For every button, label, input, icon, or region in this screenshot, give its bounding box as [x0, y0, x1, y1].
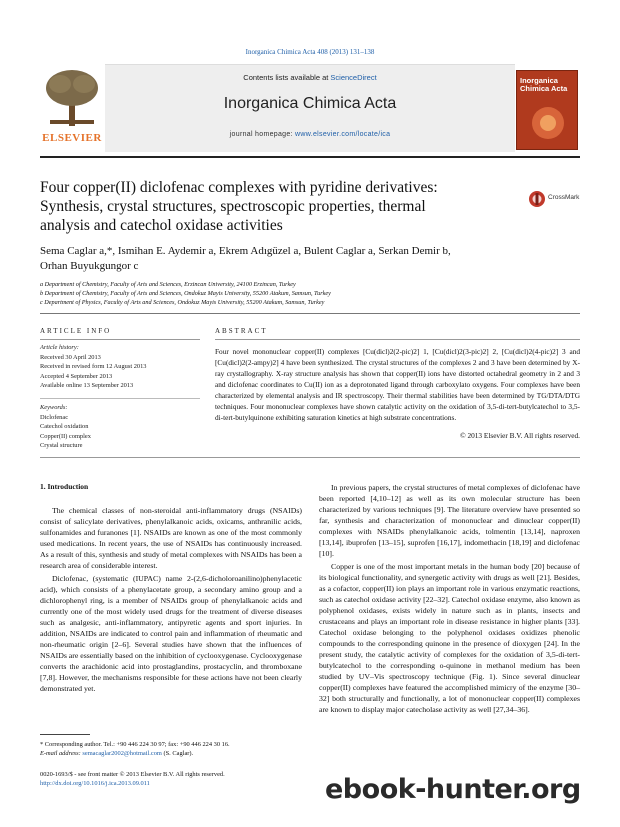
- divider: [40, 457, 580, 458]
- paragraph: In previous papers, the crystal structures of metal complexes of diclofenac have been reported [4,10–12] as well as its own molecular structure has been characterized by various techniques [9]. The literature overview have presented so far, synthesis and characterization of mononuclear and dinuclear copper(II) complexes with NSAIDs phenylalkanoic acids, tolmentin [13,14], naproxen [13,14], ibuprofen [13–15], suprofen [16,17], indomethacin [18,19] and diclofenac [10].: [319, 483, 580, 558]
- paragraph: The chemical classes of non-steroidal anti-inflammatory drugs (NSAIDs) consist of salicylate derivatives, phenylalkanoic acids, oxicams, anthranilic acids, sulfonamides and furanones [1]. NSAIDs are known as one of the most commonly used medications. In recent years, the use of NSAIDs has continuously increased. As a result of this, synthesis and study of metal complexes with NSAIDs has been a research area of considerable interest.: [40, 506, 302, 570]
- crossmark-label: CrossMark: [548, 194, 580, 201]
- section-heading: 1. Introduction: [40, 482, 89, 491]
- abstract-heading: ABSTRACT: [215, 327, 268, 335]
- author-list: Sema Caglar a,*, Ismihan E. Aydemir a, Ekrem Adıgüzel a, Bulent Caglar a, Serkan Demir b, Orhan Buyukgungor c: [40, 245, 451, 272]
- homepage-line: journal homepage: www.elsevier.com/locate/ica: [229, 131, 391, 138]
- affiliation-a: a Department of Chemistry, Faculty of Arts and Sciences, Erzincan University, 24100 Erzincan, Turkey: [40, 281, 296, 288]
- contents-line: Contents lists available at ScienceDirect: [243, 73, 377, 82]
- footnote: * Corresponding author. Tel.: +90 446 224 30 97; fax: +90 446 224 30 16. E-mail address: semacaglar2002@hotmail.com (S. Caglar).: [40, 741, 230, 757]
- watermark: ebook-hunter.org: [325, 774, 581, 805]
- journal-header: [105, 64, 515, 152]
- article-title: Four copper(II) diclofenac complexes with pyridine derivatives: Synthesis, crystal structures, spectroscopic properties, thermal analysis and catechol oxidase activities: [40, 179, 438, 234]
- email-link[interactable]: semacaglar2002@hotmail.com: [82, 750, 162, 757]
- sciencedirect-link[interactable]: ScienceDirect: [330, 73, 377, 82]
- keywords: Keywords: Diclofenac Catechol oxidation Copper(II) complex Crystal structure: [40, 404, 91, 449]
- doi-link[interactable]: http://dx.doi.org/10.1016/j.ica.2013.09.011: [40, 780, 150, 787]
- homepage-link[interactable]: www.elsevier.com/locate/ica: [295, 131, 391, 138]
- right-column: [319, 482, 580, 717]
- copyright: © 2013 Elsevier B.V. All rights reserved.: [460, 431, 580, 440]
- crossmark-badge[interactable]: [528, 190, 580, 208]
- left-column: [40, 505, 302, 696]
- crossmark-icon: [528, 190, 546, 208]
- header-rule: [40, 156, 580, 158]
- affiliation-b: b Department of Chemistry, Faculty of Arts and Sciences, Ondokuz Mayis University, 55200 Atakum, Samsun, Turkey: [40, 290, 331, 297]
- divider: [215, 339, 580, 340]
- journal-name: Inorganica Chimica Acta: [223, 95, 397, 112]
- journal-reference[interactable]: Inorganica Chimica Acta 408 (2013) 131–138: [245, 48, 375, 56]
- divider: [40, 339, 200, 340]
- abstract-text: Four novel mononuclear copper(II) complexes [Cu(dicl)2(2-pic)2] 1, [Cu(dicl)2(3-pic)2] 2, [Cu(dicl)2(4-pic)2] 3 and [Cu(dicl)2(2-ampy)2] 4 have been synthesized. The crystal structures of the complexes 2 and 3 have been determined by X-ray crystallography. X-ray structure analysis has shown that copper(II) ions have distorted octahedral geometry in 2 and 3 and diclofenac coordinates to Cu(II) ion as a deprotonated ligand through carboxylato oxygens. Four complexes have been characterized by elemental analysis and IR spectroscopy. Their thermal stabilities have been determined by TG/DTA/DTG techniques. Four mononuclear complexes have shown catalytic activity on the oxidation of 3,5-di-tert-butylcatechol to 3,5-di-tert-butylquinone exhibiting saturation kinetics at high substrate concentrations.: [215, 347, 580, 422]
- publisher-name: ELSEVIER: [42, 132, 102, 144]
- journal-cover: [516, 70, 578, 150]
- issn-doi: 0020-1693/$ - see front matter © 2013 Elsevier B.V. All rights reserved. http://dx.doi.org/10.1016/j.ica.2013.09.011: [40, 770, 302, 788]
- article-history: Article history: Received 30 April 2013 Received in revised form 12 August 2013 Accepted 4 September 2013 Available online 13 September 2013: [40, 344, 147, 389]
- affiliations: [40, 280, 580, 307]
- affiliation-c: c Department of Physics, Faculty of Arts and Sciences, Ondokuz Mayis University, 55200 Atakum, Samsun, Turkey: [40, 299, 325, 306]
- footnote-rule: [40, 734, 90, 735]
- divider: [40, 313, 580, 314]
- article-info-heading: ARTICLE INFO: [40, 327, 112, 335]
- paragraph: Diclofenac, (systematic (IUPAC) name 2-(2,6-dicholoroanilino)phenylacetic acid), which consists of a phenylacetate group, a secondary amino group and a dichlorophenyl ring, is a member of NSAIDs group of phenylalkanoic acids and currently one of the most widely used drugs for the treatment of diverse diseases such as analgesic, anti-inflammatory, antipyretic agents and sport injuries. In addition, NSAIDs are indicated to control pain and inflammation of rheumatic and non-rheumatic origin [2–6]. Several studies have shown that the influences of NSAIDs are essentially based on the inhibition of cyclooxygenase. Cyclooxygenase converts the arachidonic acid into prostaglandins, prostacyclin, and thromboxane [7,8]. However, the mechanisms responsible for these actions have not been clearly demonstrated yet.: [40, 574, 302, 693]
- cover-title: Inorganica Chimica Acta: [520, 76, 568, 93]
- paragraph: Copper is one of the most important metals in the human body [20] because of its biological functionality, and synergetic activity with drugs as well [21]. Besides, as a cofactor, copper(II) ion plays an important role in various enzymatic reactions, such as catechol oxidase activity [22–32]. Catechol oxidase enzyme, also known as polyphenol oxidases, exists widely in nature such as in plants, insects and crustaceans and plays an important role in disease resistance in higher plants [33]. Catechol oxidase belonging to the polyphenol oxidases oxidizes phenolic compounds to the corresponding quinone in the presence of dioxygen [24]. In the present study, the catalytic activity of complexes for the oxidation of 3,5-di-tert-butylcatechol to the corresponding o-quinone in methanol medium has been studied by UV–Vis spectroscopy technique (Fig. 1). Since several dinuclear copper(II) complexes have featured the accomplished mimicry of the enzyme [30–32] both structurally and functionally, a lot of mononuclear copper(II) complexes are known to display major catecholase activity as well [27,34–36].: [319, 562, 580, 714]
- divider: [40, 398, 200, 399]
